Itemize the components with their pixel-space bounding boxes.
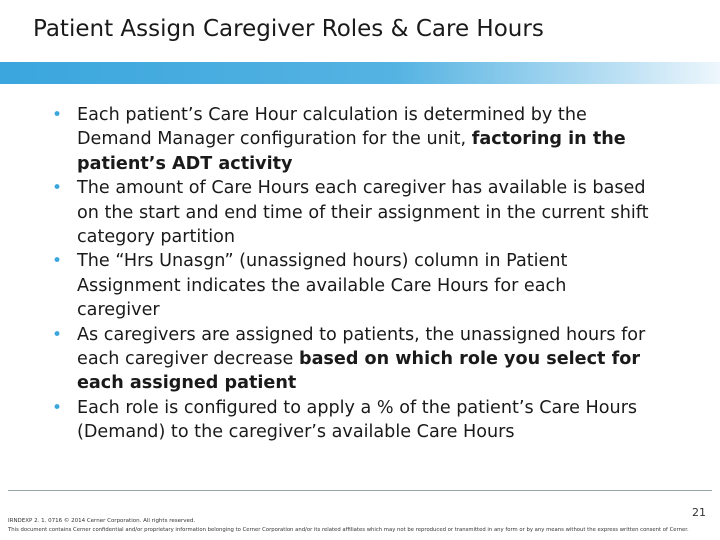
bullet-text: The “Hrs Unasgn” (unassigned hours) column in Patient Assignment indicates the available Care Hours for each caregiver	[77, 251, 568, 321]
bullet-dot-icon: •	[52, 105, 63, 125]
bullet-item	[52, 323, 652, 396]
bullet-item	[52, 176, 652, 249]
title-accent-bar	[0, 62, 720, 84]
bullet-text-bold: factoring in the patient’s ADT activity	[77, 129, 626, 174]
footer-divider	[8, 490, 712, 491]
bullet-item	[52, 103, 652, 176]
bullet-text: As caregivers are assigned to patients, the unassigned hours for each caregiver decrease	[77, 324, 646, 370]
page-number: 21	[692, 506, 706, 519]
bullet-item	[52, 396, 652, 445]
bullet-text: Each role is configured to apply a % of the patient’s Care Hours (Demand) to the caregiver’s available Care Hours	[77, 397, 638, 443]
bullet-dot-icon: •	[52, 324, 63, 345]
footer-copyright: IRNDEXP 2. 1. 0716 © 2014 Cerner Corporation. All rights reserved.	[8, 518, 196, 524]
bullet-item	[52, 249, 652, 322]
bullet-text-bold: based on which role you select for each assigned patient	[77, 349, 640, 394]
footer-confidentiality-notice: This document contains Cerner confidential and/or proprietary information belonging to Cerner Corporation and/or its related affiliates which may not be reproduced or transmitted in any form or by any means without the express written consent of Cerner.	[8, 527, 689, 533]
bullet-list	[52, 103, 652, 445]
bullet-dot-icon: •	[52, 251, 63, 272]
slide-title: Patient Assign Caregiver Roles & Care Hours	[33, 16, 544, 42]
bullet-dot-icon: •	[52, 397, 63, 418]
bullet-text: Each patient’s Care Hour calculation is determined by the Demand Manager configuration for the unit,	[77, 105, 587, 150]
bullet-dot-icon: •	[52, 178, 63, 199]
bullet-text: The amount of Care Hours each caregiver has available is based on the start and end time of their assignment in the current shift category partition	[77, 178, 649, 248]
